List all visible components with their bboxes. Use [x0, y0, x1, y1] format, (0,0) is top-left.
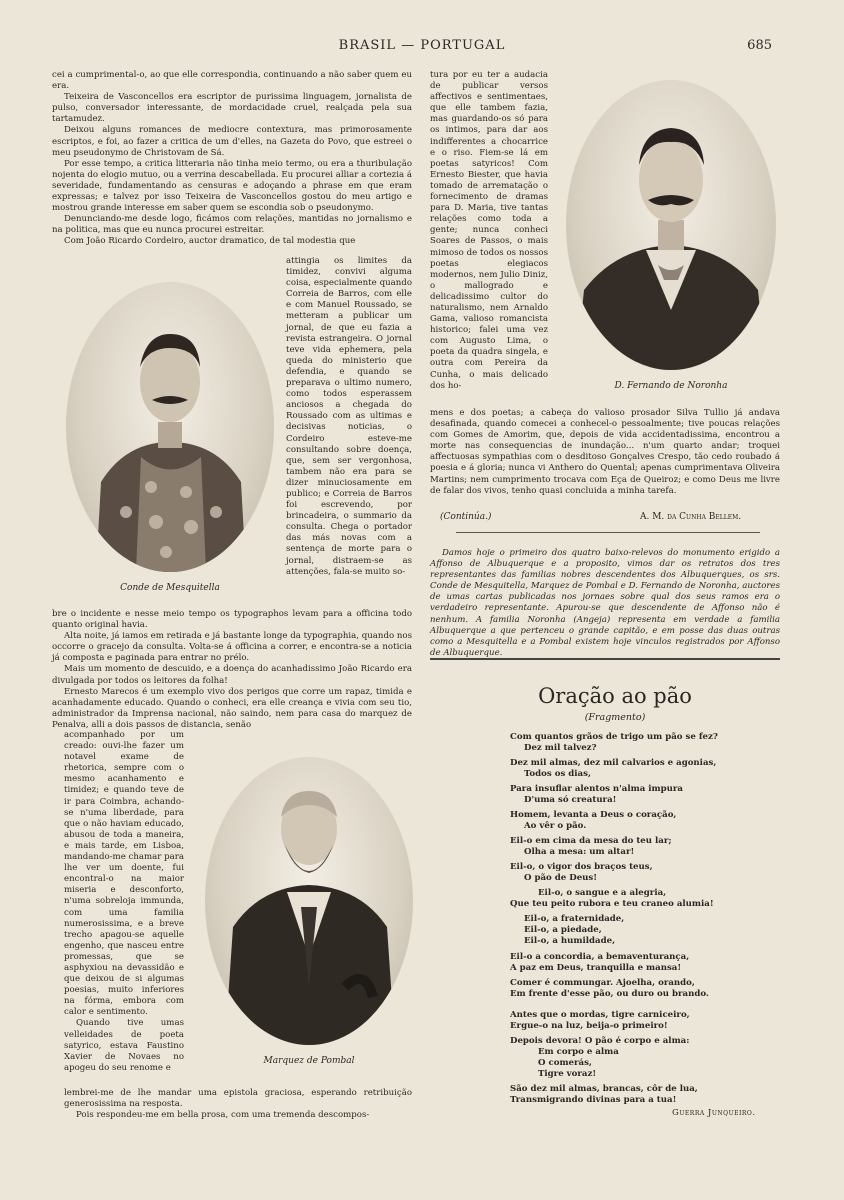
paragraph: Mais um momento de descuido, e a doença do acanhadissimo João Ricardo era divulgada por todos os leitores da folha! — [52, 664, 412, 686]
verse-line: Com quantos grãos de trigo um pão se fez? — [510, 732, 718, 742]
verse-line: O pão de Deus! — [524, 873, 598, 883]
poem-stanza — [510, 952, 689, 974]
verse-line: Transmigrando divinas para a tua! — [510, 1095, 677, 1105]
left-bottom-text — [64, 1088, 412, 1121]
verse-line: O comerás, — [538, 1058, 592, 1068]
continua-label: (Continúa.) — [440, 512, 492, 522]
paragraph: tura por eu ter a audacia de publicar versos affectivos e sentimentaes, que elle tambem fazia, mas guardando-os só para os intimos, para dar aos indifferentes a chocarrice e o riso. Fiem-se lá em poetas satyricos! Com Ernesto Biester, que havia tomado de arrematação o fornecimento de dramas para D. Maria, tive tantas relações como toda a gente; nunca conheci Soares de Passos, o mais mimoso de todos os nossos poetas elegiacos modernos, nem Julio Diniz, o mallogrado e delicadissimo cultor do naturalismo, nem Arnaldo Gama, valioso romancista historico; falei uma vez com Augusto Lima, o poeta da quadra singela, e outra com Pereira da Cunha, o mais delicado dos ho- — [430, 70, 548, 391]
verse-line: Para insuflar alentos n'alma impura — [510, 784, 683, 794]
caption-pombal: Marquez de Pombal — [263, 1056, 355, 1066]
verse-line: Todos os dias, — [524, 769, 591, 779]
author-signature: A. M. da Cunha Bellem. — [640, 512, 742, 522]
paragraph: Pois respondeu-me em bella prosa, com uma tremenda descompos- — [76, 1110, 370, 1121]
divider — [456, 532, 760, 533]
paragraph: attingia os limites da timidez, convivi alguma coisa, especialmente quando Correia de Barros, com elle e com Manuel Roussado, se metteram a publicar um jornal, de que eu fazia a revista estrangeira. O jornal teve vida ephemera, pela queda do ministerio que defendia, e quando se preparava o ultimo numero, como todos esperassem anciosos a chegada do Roussado com as ultimas e decisivas noticias, o Cordeiro esteve-me consultando sobre doença, que, sem ser vergonhosa, tambem não era para se dizer minuciosamente em publico; e Correia de Barros foi escrevendo, por brincadeira, o summario da consulta. Chega o portador das más novas com a sentença de morte para o jornal, distraem-se as attenções, fala-se muito so- — [286, 256, 412, 577]
left-intro-text — [52, 70, 412, 248]
verse-line: Eil-o, a fraternidade, — [524, 914, 625, 924]
verse-line: Comer é commungar. Ajoelha, orando, — [510, 978, 695, 988]
poem-subtitle: (Fragmento) — [584, 712, 646, 723]
verse-line: Ergue-o na luz, beija-o primeiro! — [510, 1021, 668, 1031]
verse-line: A paz em Deus, tranquilla e mansa! — [510, 963, 682, 973]
paragraph: cei a cumprimental-o, ao que elle correspondia, continuando a não saber quem eu era. — [52, 70, 412, 92]
poem-stanza — [510, 836, 672, 858]
poem-stanza — [510, 862, 653, 884]
page-title: BRASIL — PORTUGAL — [338, 38, 506, 53]
paragraph: Por esse tempo, a critica litteraria não tinha meio termo, ou era a thuribulação nojenta do elogio mutuo, ou a verrina descabellada. Eu procurei alliar a cortezia á severidade, fundamentando as censuras e adoçando a phrase em que eram expressas; e talvez por isso Teixeira de Vasconcellos gostou do meu artigo e mostrou grande interesse em saber quem se escondia sob o pseudonymo. — [52, 158, 412, 214]
verse-line: Homem, levanta a Deus o coração, — [510, 810, 677, 820]
portrait-fernando-noronha — [566, 80, 776, 370]
left-col-narrow-text — [286, 256, 412, 578]
paragraph: mens e dos poetas; a cabeça do valioso prosador Silva Tullio já andava desafinada, quando comecei a conhecel-o pessoalmente; tive poucas relações com Gomes de Amorim, que, depois de vida accidentadissima, encontrou a morte nas consequencias de inundação... n'um quarto andar; troquei affectuosas sympathias com o desditoso Gonçalves Crespo, tão cedo roubado á poesia e á gloria; nunca vi Anthero do Quental; apenas cumprimentava Oliveira Martins; nem cumprimento trocava com Eça de Queiroz; e como Deus me livre de falar dos vivos, tenho quasi concluida a minha tarefa. — [430, 408, 780, 496]
right-narrow-text — [430, 70, 548, 392]
portrait-drawing — [66, 282, 274, 572]
poem-stanza — [510, 732, 718, 754]
verse-line: Eil-o a concordia, a bemaventurança, — [510, 952, 690, 962]
right-full-text — [430, 408, 780, 497]
caption-conde: Conde de Mesquitella — [120, 583, 220, 593]
left-mid-text — [52, 609, 412, 731]
left-narrow-text — [64, 730, 184, 1074]
verse-line: Em frente d'esse pão, ou duro ou brando. — [510, 989, 709, 999]
poem-stanza — [510, 978, 709, 1000]
poem-stanza — [510, 1036, 689, 1080]
caption-fernando: D. Fernando de Noronha — [614, 381, 728, 391]
paragraph: lembrei-me de lhe mandar uma epistola graciosa, esperando retribuição generosissima na resposta. — [64, 1088, 412, 1110]
poem-stanza — [510, 810, 676, 832]
verse-line: Tigre voraz! — [538, 1069, 597, 1079]
paragraph: Alta noite, já iamos em retirada e já bastante longe da typographia, quando nos occorre o gracejo da consulta. Volta-se á officina a correr, e encontra-se a noticia já composta e paginada para entrar no prélo. — [52, 631, 412, 664]
verse-line: Eil-o em cima da mesa do teu lar; — [510, 836, 672, 846]
paragraph: Denunciando-me desde logo, ficámos com relações, mantidas no jornalismo e na politica, mas que eu nunca procurei estreitar. — [52, 214, 412, 236]
verse-line: São dez mil almas, brancas, côr de lua, — [510, 1084, 698, 1094]
poem-stanza — [510, 758, 716, 780]
monument-note — [430, 548, 780, 659]
page-header — [0, 38, 844, 58]
poem-stanza — [510, 1084, 698, 1106]
portrait-drawing — [205, 757, 413, 1045]
poem-author: Guerra Junqueiro. — [672, 1108, 756, 1118]
verse-line: Eil-o, o vigor dos braços teus, — [510, 862, 653, 872]
paragraph: Quando tive umas velleidades de poeta satyrico, estava Faustino Xavier de Novaes no apogeu do seu renome e — [64, 1018, 184, 1073]
verse-line: Depois devora! O pão é corpo e alma: — [510, 1036, 690, 1046]
paragraph: Damos hoje o primeiro dos quatro baixo-relevos do monumento erigido a Affonso de Albuquerque e a proposito, vimos dar os retratos dos tres representantes das familias nobres descendentes dos Albuquerques, os srs. Conde de Mesquitella, Marquez de Pombal e D. Fernando de Noronha, auctores de umas cartas publicadas nos jornaes sobre qual dos seus ramos era o verdadeiro representante. Apurou-se que descendente de Affonso não é nenhum. A familia Noronha (Angeja) representa em verdade a familia Albuquerque a que pertenceu o grande capitão, e em posse das duas outras como a Mesquitella e a Pombal existem hoje vinculos registrados por Affonso de Albuquerque. — [430, 548, 780, 658]
poem-stanza — [510, 914, 624, 947]
verse-line: Eil-o, a humildade, — [524, 936, 616, 946]
portrait-marquez-pombal — [205, 757, 413, 1045]
paragraph: Deixou alguns romances de mediocre contextura, mas primorosamente escriptos, e foi, ao fazer a critica de um d'elles, na Gazeta do Povo, que estreei o meu pseudonymo de Christovam de Sá. — [52, 125, 412, 158]
verse-line: Olha a mesa: um altar! — [524, 847, 635, 857]
poem-stanza — [510, 888, 714, 910]
verse-line: Antes que o mordas, tigre carniceiro, — [510, 1010, 690, 1020]
verse-line: Eil-o, a piedade, — [524, 925, 602, 935]
page-number: 685 — [747, 38, 772, 53]
verse-line: Ao vêr o pão. — [524, 821, 587, 831]
poem-title: Oração ao pão — [538, 684, 692, 708]
paragraph: Com João Ricardo Cordeiro, auctor dramatico, de tal modestia que — [64, 236, 356, 247]
poem-stanza — [510, 784, 683, 806]
verse-line: Em corpo e alma — [538, 1047, 619, 1057]
verse-line: Dez mil almas, dez mil calvarios e agonias, — [510, 758, 717, 768]
poem-stanza — [510, 1010, 690, 1032]
verse-line: Eil-o, o sangue e a alegria, — [538, 888, 667, 898]
portrait-drawing — [566, 80, 776, 370]
paragraph: Teixeira de Vasconcellos era escriptor de purissima linguagem, jornalista de pulso, conversador interessante, de mordacidade cruel, realçada pela sua tartamudez. — [52, 92, 412, 125]
portrait-conde-mesquitella — [66, 282, 274, 572]
verse-line: Que teu peito rubora e teu craneo alumia! — [510, 899, 714, 909]
divider — [430, 658, 780, 660]
verse-line: Dez mil talvez? — [524, 743, 597, 753]
paragraph: acompanhado por um creado: ouvi-lhe fazer um notavel exame de rhetorica, sempre com o mesmo acanhamento e timidez; e quando teve de ir para Coimbra, achando-se n'uma liberdade, para que o não haviam educado, abusou de toda a maneira, e mais tarde, em Lisboa, mandando-me chamar para lhe ver um doente, fui encontral-o na maior miseria e desconforto, n'uma sobreloja immunda, com uma familia numerosissima, e a breve trecho apagou-se aquelle engenho, que nasceu entre promessas, que se asphyxiou na devassidão e que deixou de si algumas poesias, muito inferiores na fórma, embora com calor e sentimento. — [64, 730, 184, 1018]
paragraph: Ernesto Marecos é um exemplo vivo dos perigos que corre um rapaz, timida e acanhadamente educado. Quando o conheci, era elle creança e vivia com seu tio, administrador da Imprensa nacional, não saindo, nem para casa do marquez de Penalva, alli a dois passos de distancia, senão — [52, 686, 412, 730]
paragraph: bre o incidente e nesse meio tempo os typographos levam para a officina todo quanto original havia. — [52, 609, 412, 631]
verse-line: D'uma só creatura! — [524, 795, 617, 805]
